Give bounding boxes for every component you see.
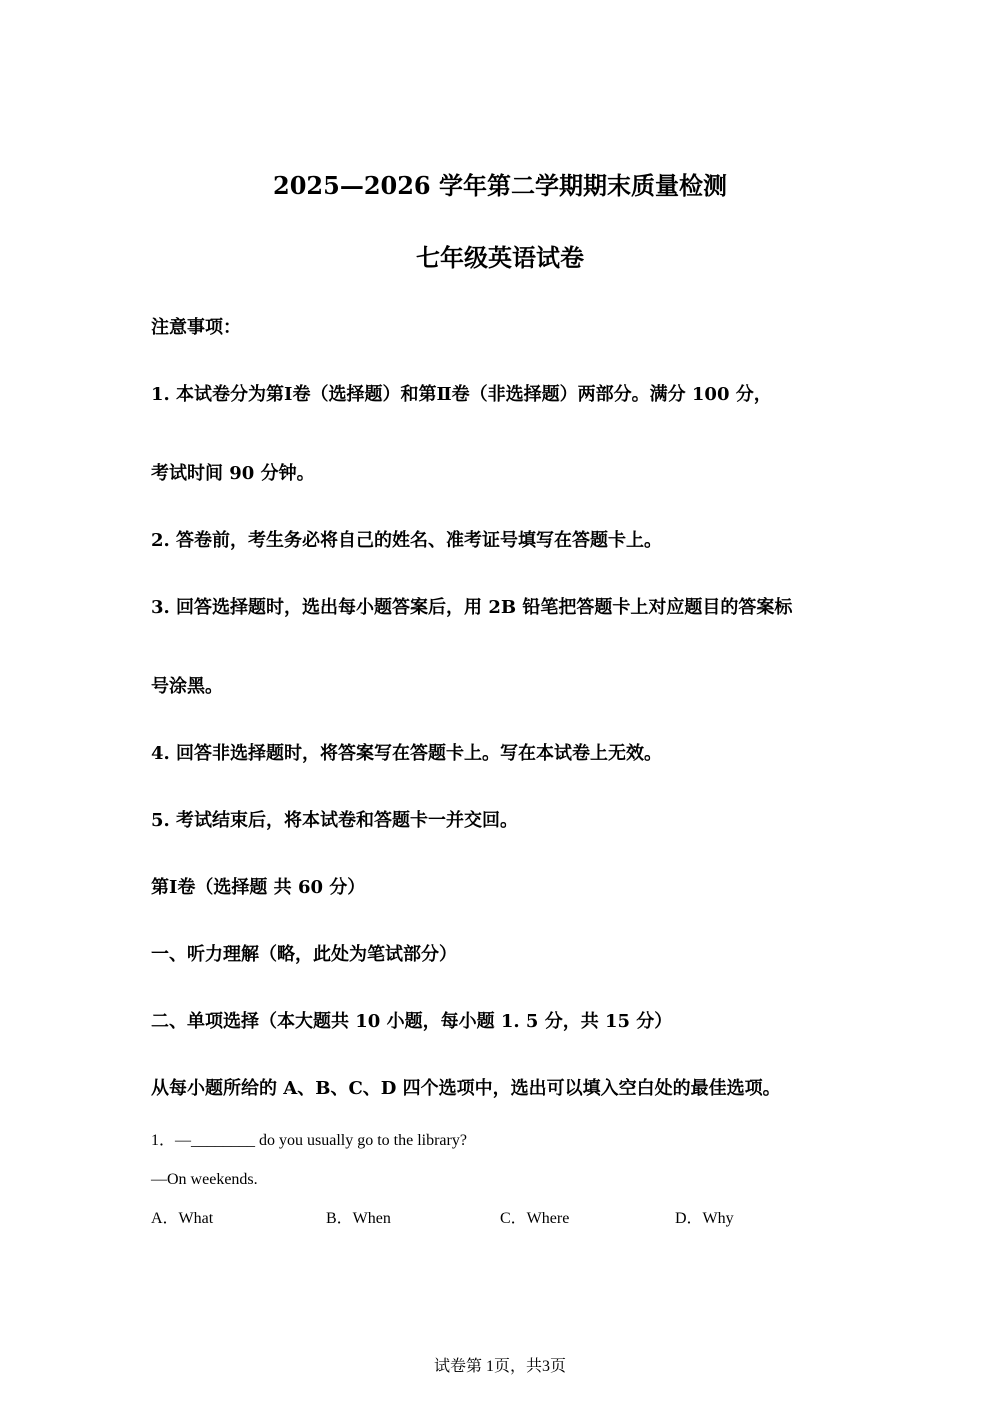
exam-title: 2025—2026 学年第二学期期末质量检测 — [273, 171, 727, 200]
part-2-heading: 二、单项选择（本大题共 10 小题，每小题 1. 5 分，共 15 分） — [151, 1011, 673, 1032]
question-1-reply: —On weekends. — [151, 1171, 258, 1188]
part-2-instruction: 从每小题所给的 A、B、C、D 四个选项中，选出可以填入空白处的最佳选项。 — [151, 1078, 781, 1099]
question-1-option-d: D．Why — [675, 1210, 734, 1227]
notice-item-3-line-2: 号涂黑。 — [151, 676, 223, 697]
notice-item-4: 4. 回答非选择题时，将答案写在答题卡上。写在本试卷上无效。 — [151, 743, 663, 764]
notice-item-2: 2. 答卷前，考生务必将自己的姓名、准考证号填写在答题卡上。 — [151, 530, 663, 551]
exam-subtitle: 七年级英语试卷 — [416, 243, 584, 272]
question-1-option-a: A．What — [151, 1210, 214, 1227]
question-1-option-b: B．When — [326, 1210, 391, 1227]
notice-item-5: 5. 考试结束后，将本试卷和答题卡一并交回。 — [151, 810, 519, 831]
section-1-heading: 第Ⅰ卷（选择题 共 60 分） — [151, 877, 366, 898]
page-footer: 试卷第 1页，共3页 — [433, 1358, 566, 1375]
notice-item-1-line-2: 考试时间 90 分钟。 — [151, 463, 315, 484]
question-1-stem: 1．—________ do you usually go to the library? — [151, 1132, 467, 1149]
question-1-option-c: C．Where — [500, 1210, 570, 1227]
part-1-heading: 一、听力理解（略，此处为笔试部分） — [151, 944, 457, 965]
notice-item-3-line-1: 3. 回答选择题时，选出每小题答案后，用 2B 铅笔把答题卡上对应题目的答案标 — [151, 597, 793, 618]
notice-heading: 注意事项： — [151, 317, 241, 338]
notice-item-1-line-1: 1. 本试卷分为第Ⅰ卷（选择题）和第Ⅱ卷（非选择题）两部分。满分 100 分， — [151, 384, 772, 405]
